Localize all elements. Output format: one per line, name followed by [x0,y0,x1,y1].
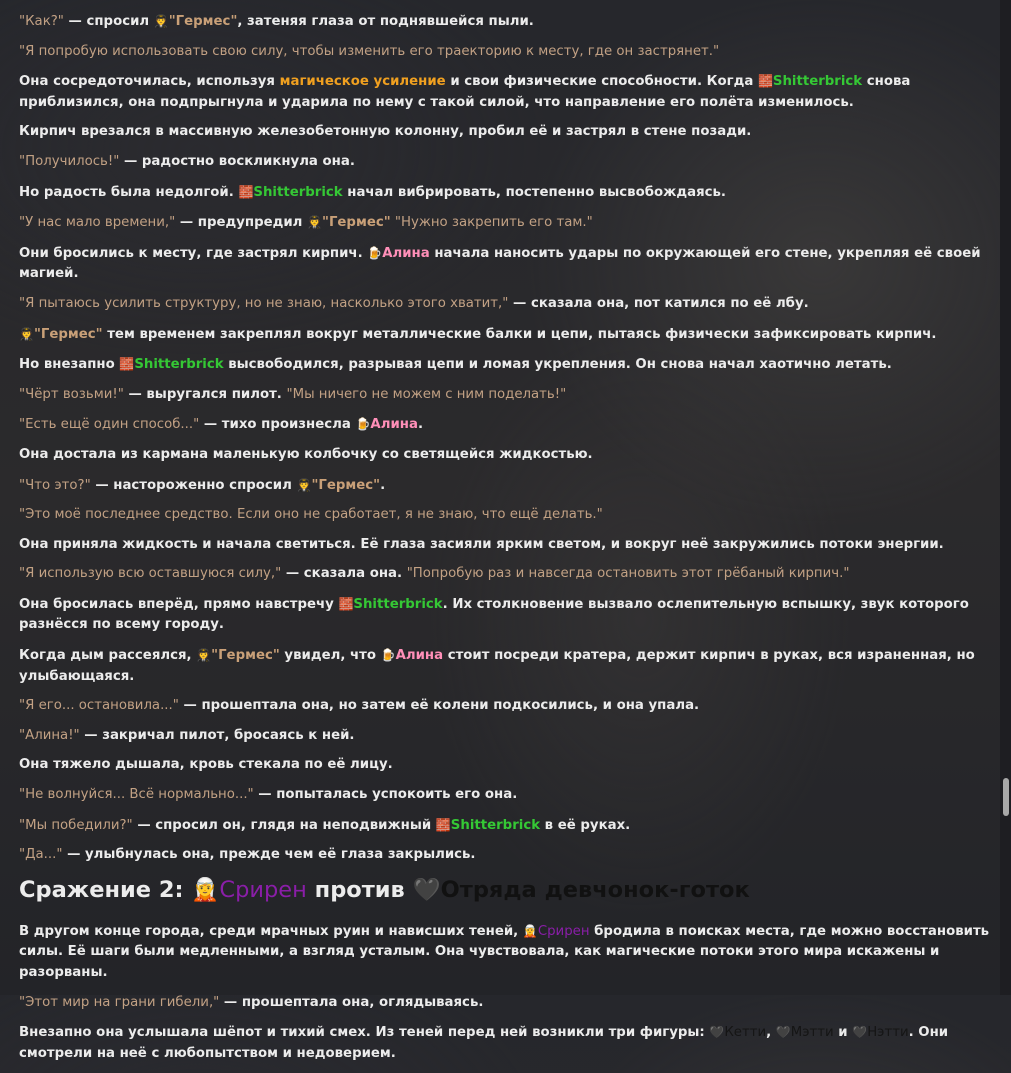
paragraph [19,385,997,406]
paragraph [19,243,997,285]
dialogue-quote: "Есть ещё один способ..." [19,417,200,433]
dialogue-quote: "Этот мир на грани гибели," [19,994,220,1010]
character-metti: Мэтти [790,1025,834,1041]
pilot-icon: 🧑‍✈️ [296,477,312,492]
dialogue-quote: "Попробую раз и навсегда остановить этот грёбаный кирпич." [406,566,850,582]
character-hermes: "Гермес" [311,477,381,493]
vertical-scrollbar[interactable] [1000,0,1011,995]
narration: — улыбнулась она, прежде чем её глаза закрылись. [62,847,476,863]
paragraph [19,845,997,866]
narration: начала наносить удары по окружающей его стене, укрепляя её своей магией. [19,245,981,282]
character-shitterbrick: Shitterbrick [450,817,541,833]
narration: — прошептала она, но затем её колени подкосились, и она упала. [178,698,700,714]
scrollbar-thumb[interactable] [1003,778,1009,816]
paragraph [19,696,997,717]
narration: . Их столкновение вызвало ослепительную вспышку, звук которого разнёсся по всему городу. [19,596,969,633]
character-hermes: "Гермес" [211,648,280,664]
elf-icon: 🧝 [522,923,538,938]
heading-versus: против [306,876,413,903]
pilot-icon: 🧑‍✈️ [307,215,323,230]
paragraph [19,414,997,436]
pilot-icon: 🧑‍✈️ [153,14,169,28]
character-ketti: Кетти [724,1025,767,1041]
paragraph [19,755,997,776]
narration: — попыталась успокоить его она. [253,787,518,803]
paragraph [19,71,997,113]
paragraph [19,1022,997,1064]
paragraph [19,815,997,837]
dialogue-quote: "Это моё последнее средство. Если оно не сработает, я не знаю, что ещё делать." [19,507,603,523]
paragraph [19,645,997,687]
dialogue-quote: "Да..." [19,847,63,863]
black-heart-icon: 🖤 [775,1025,791,1040]
brick-icon: 🧱 [119,357,135,372]
black-heart-icon: 🖤 [852,1025,868,1040]
dialogue-quote: "Мы победили?" [19,817,133,833]
brick-icon: 🧱 [238,184,254,199]
character-hermes: "Гермес" [322,215,391,231]
narration: увидел, что [279,648,381,664]
beer-icon: 🍺 [380,648,396,663]
character-alina: Алина [395,648,444,664]
black-heart-icon: 🖤 [709,1025,725,1040]
paragraph [19,445,997,466]
heading-team: Отряда девчонок-готок [440,876,750,903]
paragraph [19,564,997,585]
paragraph [19,726,997,747]
brick-icon: 🧱 [435,817,451,832]
brick-icon: 🧱 [338,596,354,611]
narration: Они бросились к месту, где застрял кирпич. [19,245,368,261]
heading-prefix: Сражение 2: [19,876,192,903]
paragraph [19,535,997,556]
paragraph [19,354,997,376]
narration: Она бросилась вперёд, прямо навстречу [19,596,339,612]
paragraph [19,921,997,984]
paragraph [19,11,997,33]
paragraph [19,122,997,143]
narration: — выругался пилот. [123,386,287,402]
dialogue-quote: "Я его... остановила..." [19,698,179,714]
narration: бродила в поисках места, где можно восстановить силы. Её шаги были медленными, а взгляд усталым. Она чувствовала, как магические потоки этого мира искажены и разорваны. [19,923,990,980]
dialogue-quote: "У нас мало времени," [19,215,176,231]
paragraph [19,505,997,526]
story-content [19,11,997,1073]
character-shitterbrick: Shitterbrick [134,357,224,373]
dialogue-quote: "Получилось!" [19,153,120,169]
pilot-icon: 🧑‍✈️ [19,326,34,341]
dialogue-quote: "Я использую всю оставшуюся силу," [19,566,282,582]
paragraph [19,324,997,346]
black-heart-icon: 🖤 [412,876,441,903]
narration: высвободился, разрывая цепи и ломая укрепления. Он снова начал хаотично летать. [223,357,892,373]
narration: в её руках. [540,817,631,833]
narration: Она сосредоточилась, используя [19,74,280,90]
character-sriren: Срирен [219,876,307,903]
dialogue-quote: "Что это?" [19,477,91,493]
narration: начал вибрировать, постепенно высвобождаясь. [342,184,726,200]
narration: . [417,417,423,433]
paragraph [19,594,997,636]
narration: Когда дым рассеялся, [19,648,197,664]
pilot-icon: 🧑‍✈️ [196,648,212,663]
paragraph [19,182,997,204]
paragraph [19,42,997,63]
narration: , затеняя глаза от поднявшейся пыли. [237,14,534,29]
narration: . [380,477,386,493]
narration: В другом конце города, среди мрачных руин и нависших теней, [19,923,523,939]
narration: — сказала она. [281,566,407,582]
narration: стоит посреди кратера, держит кирпич в руках, вся израненная, но улыбающаяся. [19,648,975,684]
character-shitterbrick: Shitterbrick [772,74,863,90]
dialogue-quote: "Не волнуйся... Всё нормально..." [19,787,254,803]
narration: Внезапно она услышала шёпот и тихий смех. Из теней перед ней возникли три фигуры: [19,1025,710,1041]
character-netti: Нэтти [867,1025,909,1041]
narration: Кирпич врезался в массивную железобетонную колонну, пробил её и застрял в стене позади. [19,124,752,140]
dialogue-quote: "Как?" [19,14,64,29]
narration: — закричал пилот, бросаясь к ней. [79,727,355,743]
narration: Но внезапно [19,357,120,373]
character-hermes: "Гермес" [33,326,103,342]
narration: — настороженно спросил [90,477,297,493]
narration: тем временем закреплял вокруг металлические балки и цепи, пытаясь физически зафиксировать кирпич. [102,326,937,342]
narration: — сказала она, пот катился по её лбу. [508,295,809,311]
magic-highlight: магическое усиление [279,74,446,90]
dialogue-quote: "Я пытаюсь усилить структуру, но не знаю, насколько этого хватит," [19,295,509,311]
beer-icon: 🍺 [355,417,371,432]
section-heading [19,875,997,905]
narration: и свои физические способности. Когда [445,74,758,90]
character-alina: Алина [370,417,418,433]
character-shitterbrick: Shitterbrick [353,596,443,612]
narration: — прошептала она, оглядываясь. [219,994,484,1010]
narration: . Они смотрели на неё с любопытством и недоверием. [19,1025,949,1061]
narration: Она достала из кармана маленькую колбочку со светящейся жидкостью. [19,446,593,462]
brick-icon: 🧱 [757,74,773,89]
narration: и [833,1025,853,1041]
elf-icon: 🧝 [191,876,220,903]
narration: — спросил [63,14,154,29]
narration: — спросил он, глядя на неподвижный [132,817,436,833]
character-shitterbrick: Shitterbrick [253,184,343,200]
narration: , [766,1025,776,1041]
paragraph [19,475,997,497]
character-sriren: Срирен [537,923,590,939]
narration: — предупредил [175,215,308,231]
dialogue-quote: "Алина!" [19,727,80,743]
paragraph [19,993,997,1014]
dialogue-quote: "Я попробую использовать свою силу, чтобы изменить его траекторию к месту, где он застрянет." [19,43,720,59]
dialogue-quote: "Нужно закрепить его там." [390,215,593,231]
paragraph [19,294,997,315]
narration: Она приняла жидкость и начала светиться. Её глаза засияли ярким светом, и вокруг неё закружились потоки энергии. [19,536,944,552]
paragraph [19,212,997,234]
narration: Но радость была недолгой. [19,184,239,200]
character-alina: Алина [382,245,430,261]
paragraph [19,152,997,173]
dialogue-quote: "Мы ничего не можем с ним поделать!" [286,386,567,402]
narration: снова приблизился, она подпрыгнула и ударила по нему с такой силой, что направление его полёта изменилось. [19,74,911,110]
dialogue-quote: "Чёрт возьми!" [19,386,124,402]
character-hermes: "Гермес" [168,14,238,29]
paragraph [19,785,997,806]
narration: — радостно воскликнула она. [119,153,355,169]
beer-icon: 🍺 [367,245,383,260]
narration: — тихо произнесла [199,417,356,433]
narration: Она тяжело дышала, кровь стекала по её лицу. [19,757,393,773]
